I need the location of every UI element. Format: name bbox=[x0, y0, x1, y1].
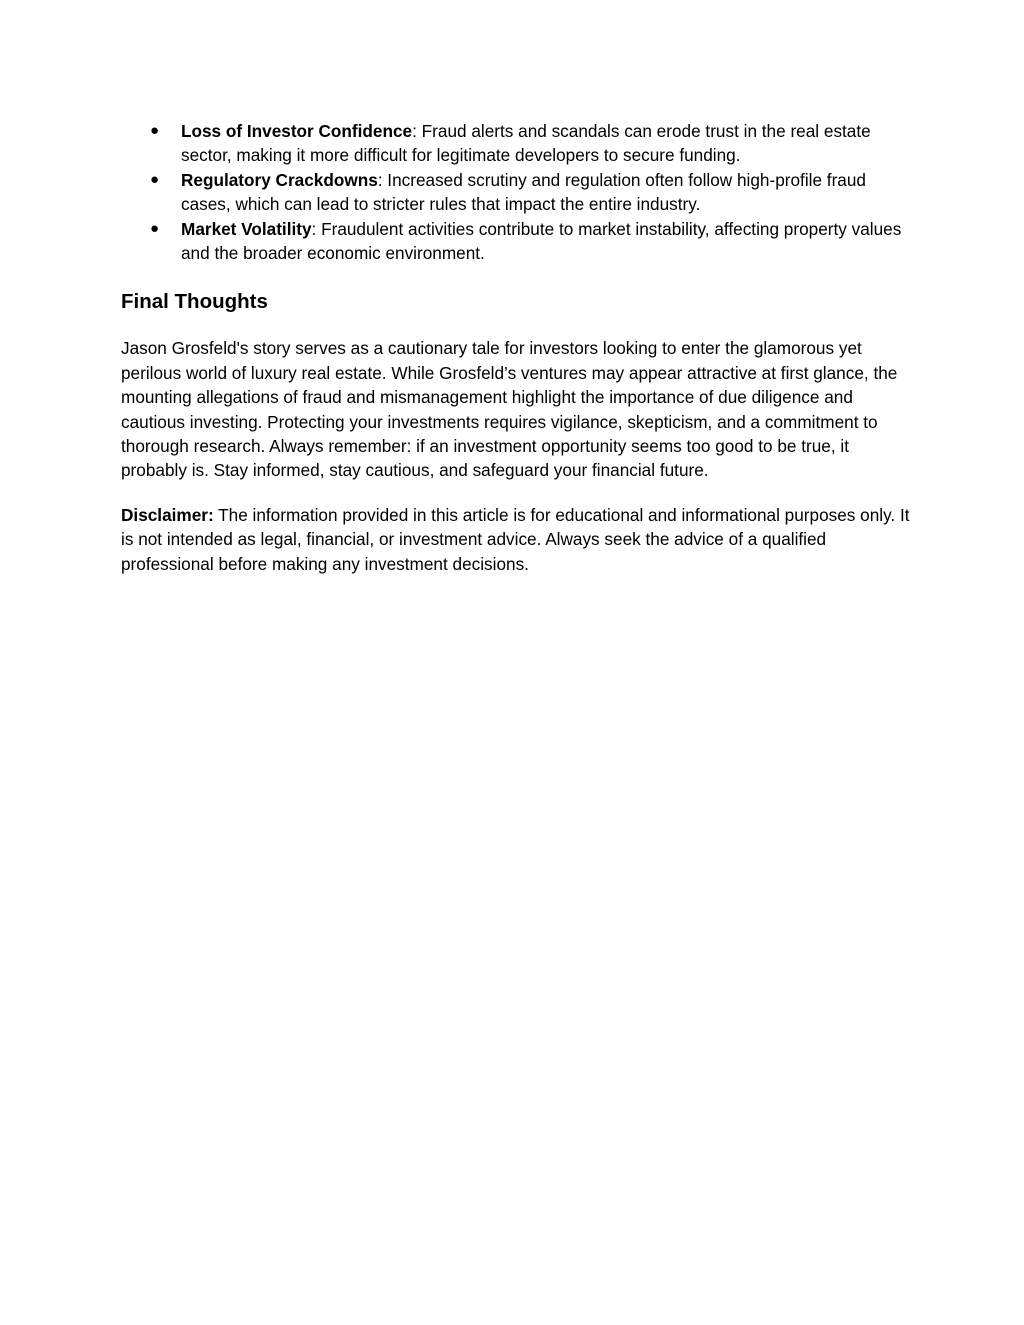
impact-bullet-list bbox=[121, 119, 911, 265]
bullet-text: : Increased scrutiny and regulation often follow high-profile fraud cases, which can lead to stricter rules that impact the entire industry. bbox=[181, 169, 866, 215]
list-item bbox=[121, 168, 911, 217]
final-thoughts-paragraph: Jason Grosfeld's story serves as a cautionary tale for investors looking to enter the glamorous yet perilous world of luxury real estate. While Grosfeld’s ventures may appear attractive at first glance, the mounting allegations of fraud and mismanagement highlight the importance of due diligence and cautious investing. Protecting your investments requires vigilance, skepticism, and a commitment to thorough research. Always remember: if an investment opportunity seems too good to be true, it probably is. Stay informed, stay cautious, and safeguard your financial future. bbox=[121, 338, 898, 481]
disclaimer-text: The information provided in this article is for educational and informational purposes only. It is not intended as legal, financial, or investment advice. Always seek the advice of a qualified professional before making any investment decisions. bbox=[121, 504, 910, 574]
list-item bbox=[121, 119, 911, 168]
bullet-term: Market Volatility bbox=[181, 218, 312, 239]
bullet-text: : Fraudulent activities contribute to market instability, affecting property values and the broader economic environment. bbox=[181, 218, 902, 264]
disclaimer-label: Disclaimer: bbox=[121, 504, 214, 525]
bullet-icon: ● bbox=[150, 219, 160, 237]
bullet-term: Regulatory Crackdowns bbox=[181, 169, 378, 190]
final-thoughts-heading: Final Thoughts bbox=[121, 290, 268, 314]
disclaimer-paragraph bbox=[121, 503, 911, 576]
bullet-icon: ● bbox=[150, 122, 160, 139]
bullet-term: Loss of Investor Confidence bbox=[181, 121, 413, 141]
bullet-icon: ● bbox=[150, 170, 160, 188]
list-item bbox=[121, 217, 911, 266]
bullet-text: : Fraud alerts and scandals can erode trust in the real estate sector, making it more difficult for legitimate developers to secure funding. bbox=[181, 121, 871, 166]
document-content bbox=[121, 119, 911, 576]
